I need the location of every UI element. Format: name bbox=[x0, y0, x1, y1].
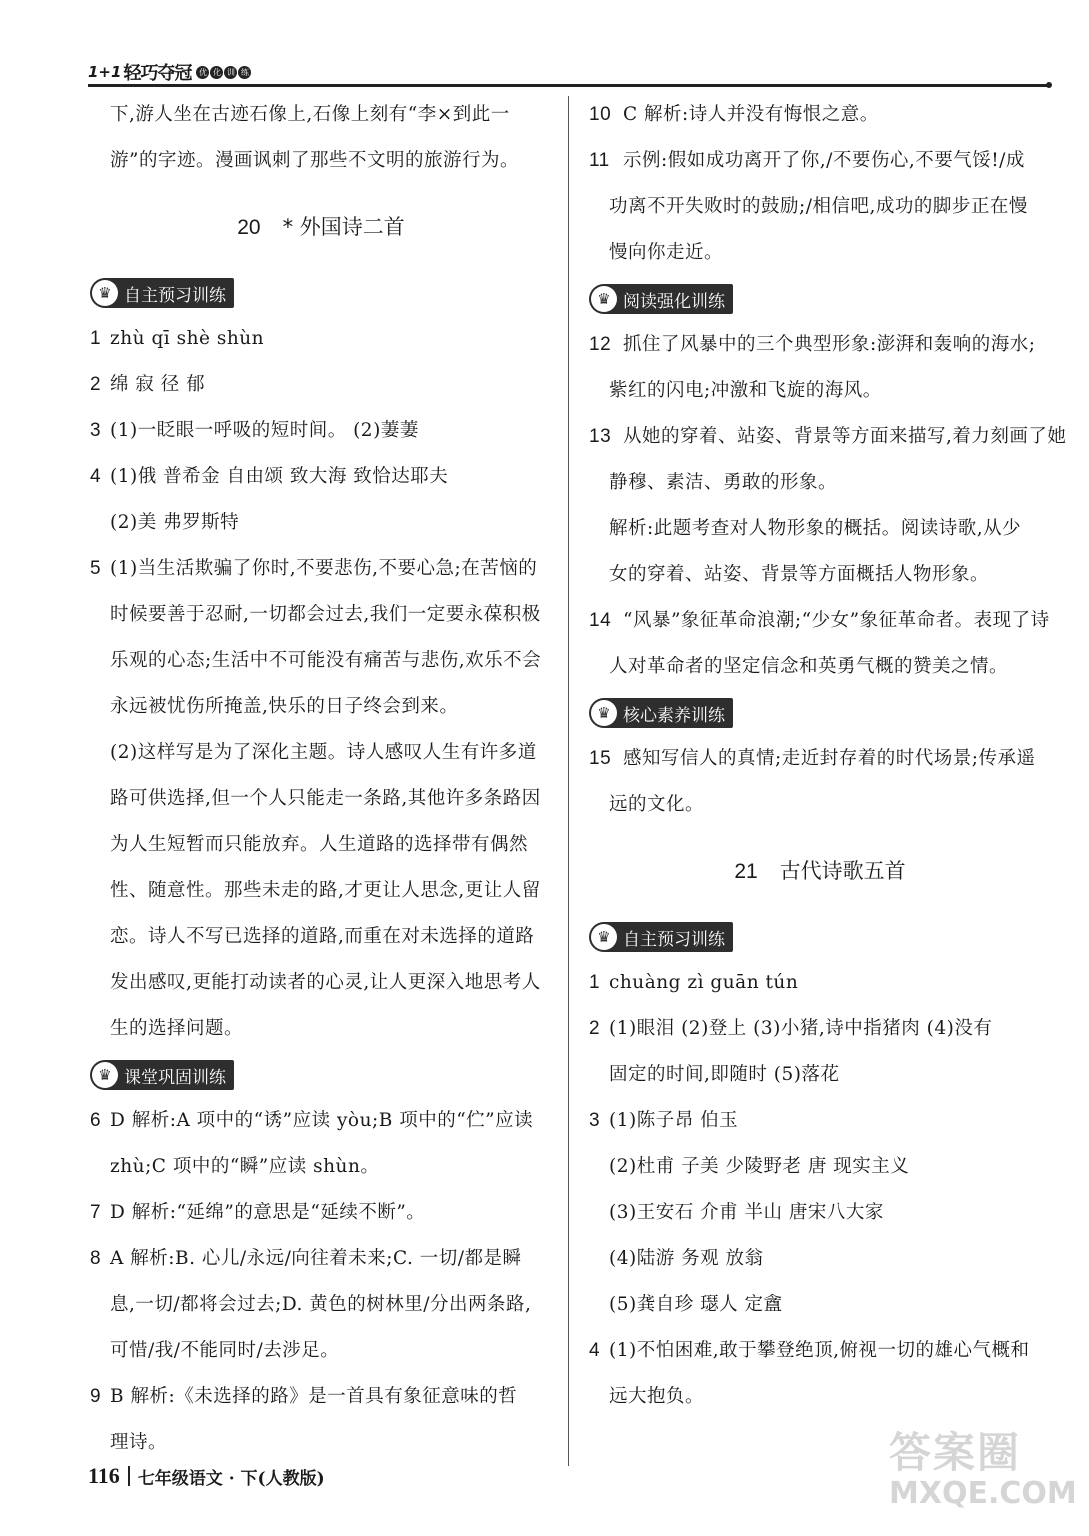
watermark-line: 答案圈 bbox=[889, 1428, 1022, 1477]
answer-line: 功离不开失败时的鼓励;/相信吧,成功的脚步正在慢 bbox=[609, 196, 1028, 217]
answer-line bbox=[589, 1006, 1051, 1052]
section-header-zizhu-2 bbox=[589, 922, 733, 952]
answer-line bbox=[589, 1328, 1051, 1374]
section-header-ketang bbox=[90, 1060, 234, 1090]
answer-line: 乐观的心态;生活中不可能没有痛苦与悲伤,欢乐不会 bbox=[110, 650, 542, 671]
answer-line: 慢向你走近。 bbox=[609, 242, 724, 263]
crown-icon: ♛ bbox=[92, 1062, 118, 1088]
question-number: 12 bbox=[589, 334, 612, 355]
footer-divider bbox=[128, 1466, 130, 1486]
answer-text: 从她的穿着、站姿、背景等方面来描写,着力刻画了她 bbox=[623, 426, 1067, 447]
answer-line bbox=[589, 414, 1067, 460]
answer-line: 时候要善于忍耐,一切都会过去,我们一定要永葆积极 bbox=[110, 604, 541, 625]
crown-icon: ♛ bbox=[92, 280, 118, 306]
answer-text: D 解析:“延绵”的意思是“延续不断”。 bbox=[110, 1202, 426, 1223]
lesson-number: 21 bbox=[734, 860, 758, 883]
logo-badge: 练 bbox=[238, 66, 251, 79]
lesson-name: 古代诗歌五首 bbox=[779, 859, 906, 883]
question-number: 6 bbox=[90, 1110, 102, 1131]
question-number: 7 bbox=[90, 1202, 102, 1223]
lesson-name: * 外国诗二首 bbox=[282, 215, 405, 239]
answer-text: B 解析:《未选择的路》是一首具有象征意味的哲 bbox=[110, 1386, 518, 1407]
question-number: 3 bbox=[90, 420, 102, 441]
answer-text: (1)陈子昂 伯玉 bbox=[609, 1110, 739, 1131]
question-number: 11 bbox=[589, 150, 610, 171]
answer-line bbox=[90, 1374, 552, 1420]
answer-line: 性、随意性。那些未走的路,才更让人思念,更让人留 bbox=[110, 880, 541, 901]
logo-mark: 1+1 bbox=[88, 63, 122, 81]
answer-line: (2)杜甫 子美 少陵野老 唐 现实主义 bbox=[609, 1156, 910, 1177]
answer-text: C 解析:诗人并没有悔恨之意。 bbox=[623, 104, 879, 125]
question-number: 15 bbox=[589, 748, 612, 769]
answer-line bbox=[589, 1098, 1051, 1144]
answer-line: (2)这样写是为了深化主题。诗人感叹人生有许多道 bbox=[110, 742, 537, 763]
watermark-line: MXQE.COM bbox=[889, 1476, 1077, 1511]
answer-text: (1)俄 普希金 自由颂 致大海 致恰达耶夫 bbox=[110, 466, 449, 487]
logo-text: 轻巧夺冠 bbox=[123, 63, 192, 84]
answer-line bbox=[90, 408, 552, 454]
answer-line: 为人生短暂而只能放弃。人生道路的选择带有偶然 bbox=[110, 834, 529, 855]
answer-text: 抓住了风暴中的三个典型形象:澎湃和轰响的海水; bbox=[623, 334, 1036, 355]
answer-line bbox=[589, 322, 1051, 368]
answer-line: 紫红的闪电;冲激和飞旋的海风。 bbox=[609, 380, 882, 401]
section-header-yuedu bbox=[589, 284, 733, 314]
answer-line bbox=[90, 1190, 552, 1236]
logo-badge: 化 bbox=[210, 66, 223, 79]
answer-line bbox=[90, 1098, 552, 1144]
answer-line: zhù;C 项中的“瞬”应读 shùn。 bbox=[110, 1156, 380, 1177]
text-line: 游”的字迹。漫画讽刺了那些不文明的旅游行为。 bbox=[110, 150, 519, 171]
answer-line: (3)王安石 介甫 半山 唐宋八大家 bbox=[609, 1202, 884, 1223]
question-number: 9 bbox=[90, 1386, 102, 1407]
crown-icon: ♛ bbox=[591, 286, 617, 312]
text-line: 下,游人坐在古迹石像上,石像上刻有“李×到此一 bbox=[110, 104, 510, 125]
section-label: 课堂巩固训练 bbox=[124, 1067, 226, 1088]
question-number: 4 bbox=[589, 1340, 601, 1361]
answer-text: chuàng zì guān tún bbox=[609, 972, 799, 993]
logo-badge: 训 bbox=[224, 66, 237, 79]
answer-line: 女的穿着、站姿、背景等方面概括人物形象。 bbox=[609, 564, 990, 585]
header-rule bbox=[88, 84, 1048, 87]
answer-line bbox=[589, 92, 1051, 138]
section-label: 阅读强化训练 bbox=[623, 291, 725, 312]
answer-line: 静穆、素洁、勇敢的形象。 bbox=[609, 472, 838, 493]
answer-line bbox=[90, 546, 552, 592]
site-watermark bbox=[889, 1420, 1077, 1520]
logo-badge: 优 bbox=[196, 66, 209, 79]
answer-text: 感知写信人的真情;走近封存着的时代场景;传承遥 bbox=[623, 748, 1036, 769]
answer-line: 生的选择问题。 bbox=[110, 1018, 244, 1039]
section-header-hexin bbox=[589, 698, 733, 728]
answer-line bbox=[589, 960, 1051, 1006]
question-number: 14 bbox=[589, 610, 612, 631]
column-divider bbox=[568, 96, 569, 1466]
answer-text: (1)当生活欺骗了你时,不要悲伤,不要心急;在苦恼的 bbox=[110, 558, 538, 579]
lesson-number: 20 bbox=[237, 216, 261, 239]
answer-line: (5)龚自珍 璱人 定盦 bbox=[609, 1294, 783, 1315]
answer-line: 永远被忧伤所掩盖,快乐的日子终会到来。 bbox=[110, 696, 459, 717]
question-number: 13 bbox=[589, 426, 612, 447]
page-number: 116 bbox=[88, 1463, 120, 1488]
section-label: 自主预习训练 bbox=[623, 929, 725, 950]
lesson-title-21 bbox=[589, 828, 1051, 914]
logo-badges bbox=[196, 66, 251, 79]
answer-text: 绵 寂 径 郁 bbox=[110, 374, 206, 395]
question-number: 1 bbox=[589, 972, 601, 993]
question-number: 1 bbox=[90, 328, 102, 349]
answer-text: (1)眼泪 (2)登上 (3)小猪,诗中指猪肉 (4)没有 bbox=[609, 1018, 993, 1039]
answer-line: 远的文化。 bbox=[609, 794, 705, 815]
answer-line bbox=[589, 736, 1051, 782]
question-number: 4 bbox=[90, 466, 102, 487]
answer-line: 远大抱负。 bbox=[609, 1386, 705, 1407]
answer-line: 恋。诗人不写已选择的道路,而重在对未选择的道路 bbox=[110, 926, 535, 947]
answer-line: 解析:此题考查对人物形象的概括。阅读诗歌,从少 bbox=[609, 518, 1022, 539]
right-column bbox=[589, 92, 1067, 1420]
question-number: 2 bbox=[589, 1018, 601, 1039]
answer-text: 示例:假如成功离开了你,/不要伤心,不要气馁!/成 bbox=[623, 150, 1025, 171]
answer-text: zhù qī shè shùn bbox=[110, 328, 265, 349]
section-label: 自主预习训练 bbox=[124, 285, 226, 306]
answer-text: (1)一眨眼一呼吸的短时间。 (2)萋萋 bbox=[110, 420, 419, 441]
section-header-zizhu bbox=[90, 278, 234, 308]
lesson-title-20 bbox=[90, 184, 552, 270]
answer-line bbox=[589, 598, 1051, 644]
book-header-logo bbox=[88, 60, 251, 84]
question-number: 2 bbox=[90, 374, 102, 395]
answer-text: D 解析:A 项中的“诱”应读 yòu;B 项中的“伫”应读 bbox=[110, 1110, 534, 1131]
answer-line bbox=[90, 1236, 552, 1282]
section-label: 核心素养训练 bbox=[623, 705, 725, 726]
answer-line bbox=[90, 316, 552, 362]
answer-text: A 解析:B. 心儿/永远/向往着未来;C. 一切/都是瞬 bbox=[110, 1248, 522, 1269]
answer-line: 路可供选择,但一个人只能走一条路,其他许多条路因 bbox=[110, 788, 541, 809]
crown-icon: ♛ bbox=[591, 924, 617, 950]
answer-line bbox=[90, 362, 552, 408]
answer-line: (2)美 弗罗斯特 bbox=[110, 512, 240, 533]
answer-text: (1)不怕困难,敢于攀登绝顶,俯视一切的雄心气概和 bbox=[609, 1340, 1030, 1361]
question-number: 3 bbox=[589, 1110, 601, 1131]
answer-line: 可惜/我/不能同时/去涉足。 bbox=[110, 1340, 340, 1361]
answer-line: 息,一切/都将会过去;D. 黄色的树林里/分出两条路, bbox=[110, 1294, 532, 1315]
question-number: 8 bbox=[90, 1248, 102, 1269]
answer-text: “风暴”象征革命浪潮;“少女”象征革命者。表现了诗 bbox=[623, 610, 1050, 631]
answer-line: 理诗。 bbox=[110, 1432, 168, 1453]
answer-line: 发出感叹,更能打动读者的心灵,让人更深入地思考人 bbox=[110, 972, 541, 993]
answer-line bbox=[90, 454, 552, 500]
answer-line: (4)陆游 务观 放翁 bbox=[609, 1248, 764, 1269]
page-footer bbox=[88, 1463, 325, 1489]
left-column bbox=[90, 92, 552, 1466]
answer-line: 固定的时间,即随时 (5)落花 bbox=[609, 1064, 840, 1085]
question-number: 5 bbox=[90, 558, 102, 579]
answer-line: 人对革命者的坚定信念和英勇气概的赞美之情。 bbox=[609, 656, 1009, 677]
crown-icon: ♛ bbox=[591, 700, 617, 726]
answer-line bbox=[589, 138, 1051, 184]
question-number: 10 bbox=[589, 104, 612, 125]
book-title: 七年级语文 · 下(人教版) bbox=[137, 1468, 325, 1489]
